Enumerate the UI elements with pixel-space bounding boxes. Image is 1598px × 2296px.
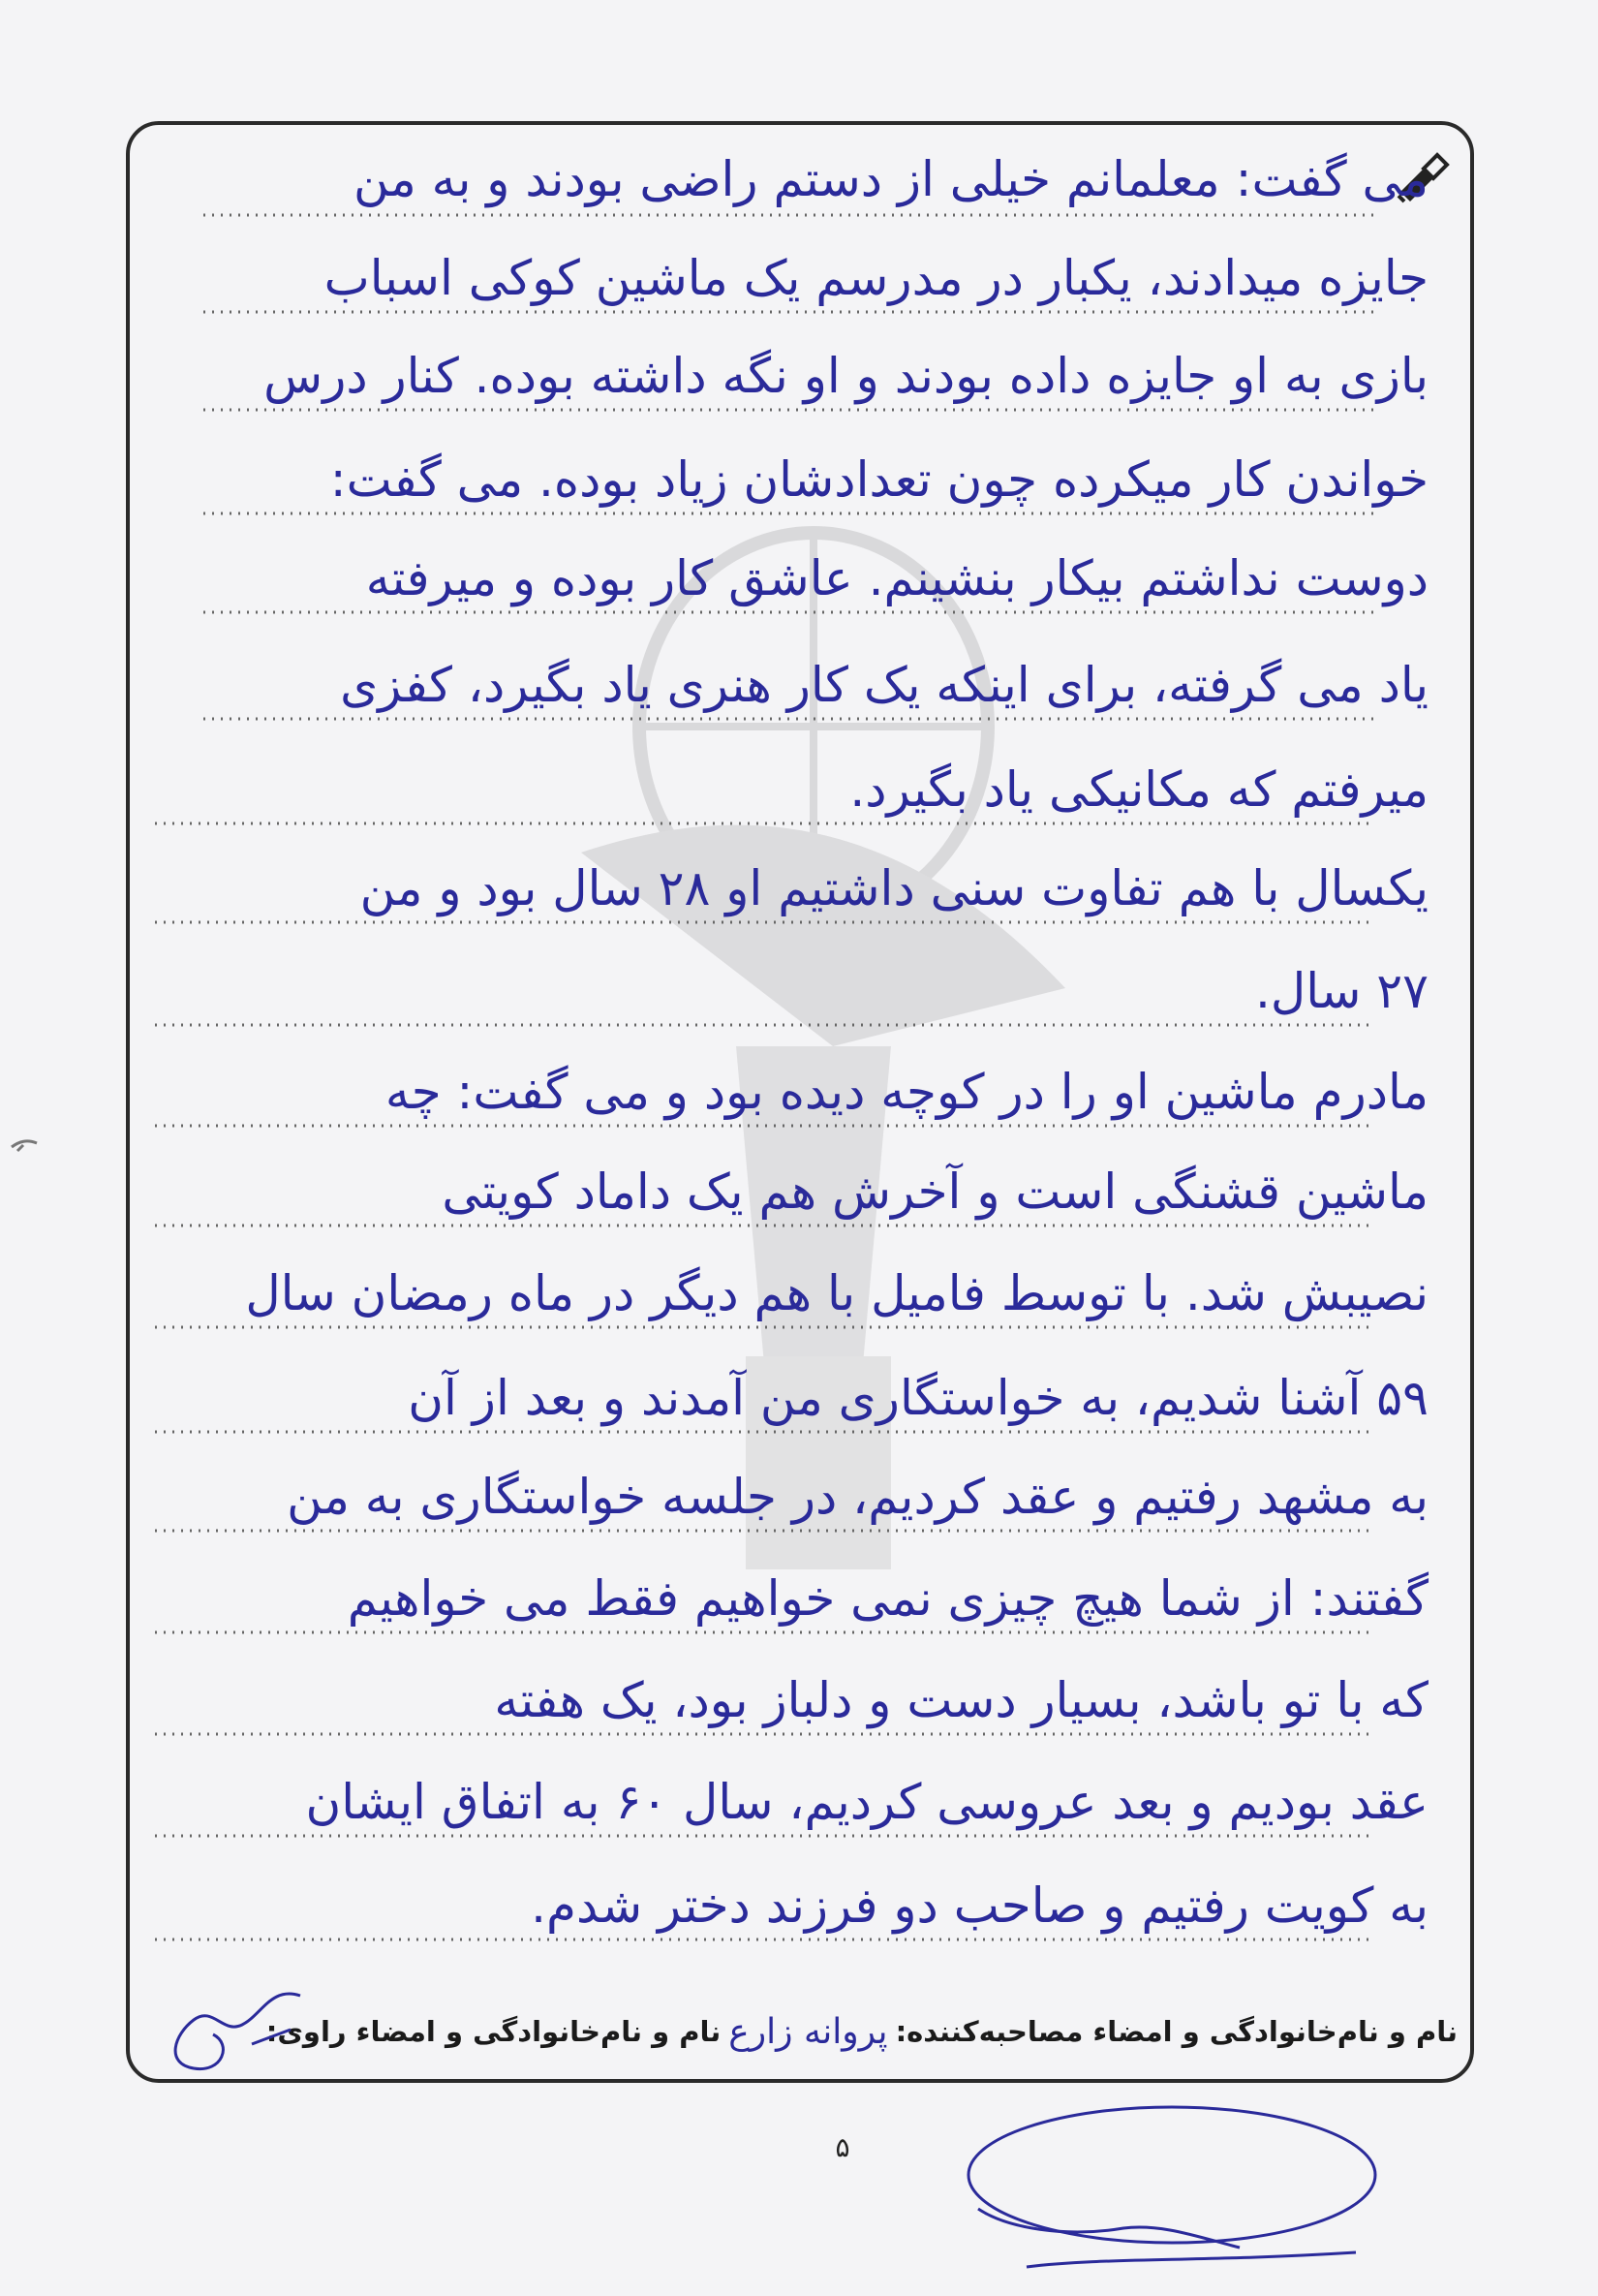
text-line-16: که با تو باشد، بسیار دست و دلباز بود، یک هفته [494, 1672, 1429, 1728]
text-line-13: ۵۹ آشنا شدیم، به خواستگاری من آمدند و بعد از آن [408, 1370, 1429, 1426]
interviewer-name: پروانه زارع [728, 2011, 888, 2052]
text-line-14: به مشهد رفتیم و عقد کردیم، در جلسه خواستگاری به من [287, 1469, 1429, 1525]
text-line-5: دوست نداشتم بیکار بنشینم. عاشق کار بوده و میرفته [365, 550, 1429, 606]
text-line-7: میرفتم که مکانیکی یاد بگیرد. [849, 761, 1429, 818]
stray-mark [10, 1133, 39, 1159]
interviewer-label: نام و نام‌خانوادگی و امضاء مصاحبه‌کننده: [895, 2015, 1458, 2048]
text-line-10: مادرم ماشین او را در کوچه دیده بود و می گفت: چه [384, 1064, 1429, 1120]
large-signature [949, 2093, 1395, 2286]
text-line-15: گفتند: از شما هیچ چیزی نمی خواهیم فقط می خواهیم [347, 1570, 1429, 1627]
text-line-12: نصیبش شد. با توسط فامیل با هم دیگر در ماه رمضان سال [245, 1265, 1429, 1321]
narrator-label: نام و نام‌خانوادگی و امضاء راوی: [265, 2015, 722, 2048]
text-line-3: بازی به او جایزه داده بودند و او نگه داشته بوده. کنار درس [263, 348, 1429, 404]
page-number: ۵ [835, 2131, 850, 2163]
narrator-signature [155, 1976, 310, 2083]
text-line-1: می گفت: معلمانم خیلی از دستم راضی بودند و به من [353, 151, 1429, 207]
text-line-9: ۲۷ سال. [1255, 963, 1429, 1019]
text-line-8: یکسال با هم تفاوت سنی داشتیم او ۲۸ سال بود و من [359, 860, 1429, 916]
text-line-6: یاد می گرفته، برای اینکه یک کار هنری یاد بگیرد، کفزی [340, 657, 1429, 713]
text-line-4: خواندن کار میکرده چون تعدادشان زیاد بوده. می گفت: [329, 451, 1429, 508]
text-line-2: جایزه میدادند، یکبار در مدرسم یک ماشین کوکی اسباب [323, 250, 1429, 306]
text-line-11: ماشین قشنگی است و آخرش هم یک داماد کویتی [442, 1164, 1429, 1220]
signature-footer [145, 1998, 1458, 2065]
text-line-17: عقد بودیم و بعد عروسی کردیم، سال ۶۰ به اتفاق ایشان [305, 1774, 1429, 1830]
text-line-18: به کویت رفتیم و صاحب دو فرزند دختر شدم. [531, 1877, 1429, 1934]
